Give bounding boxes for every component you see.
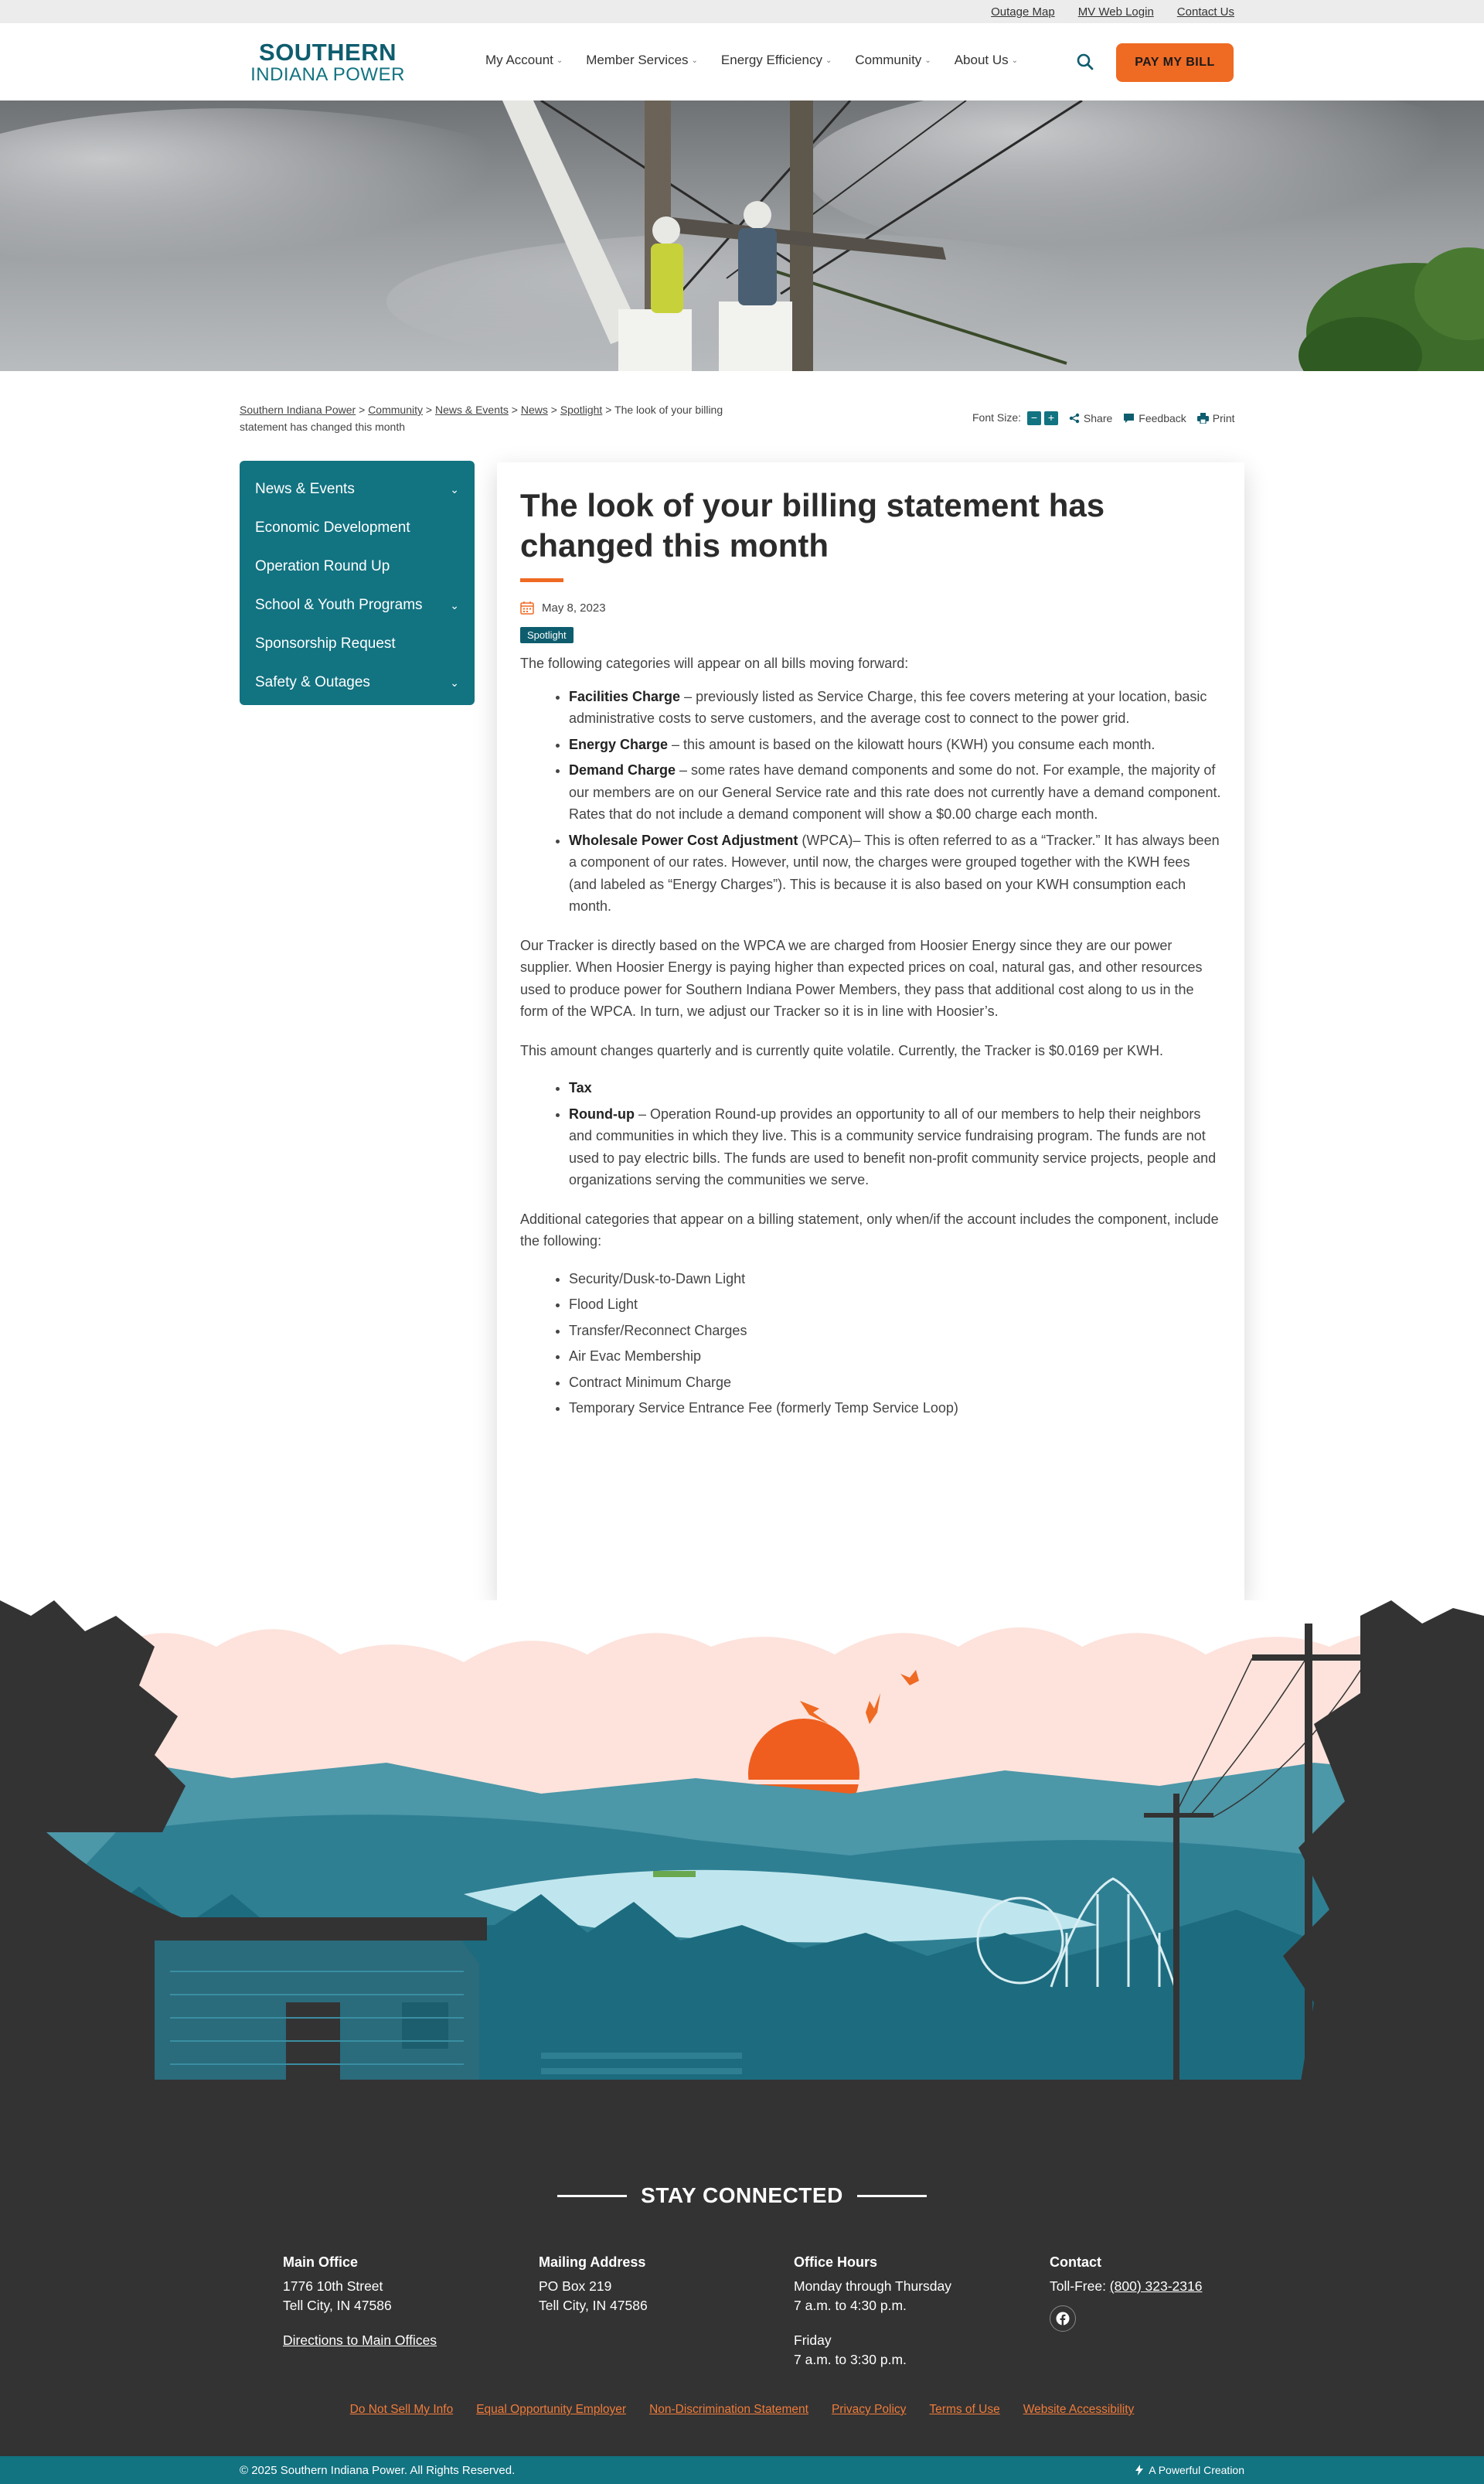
terms-of-use-link[interactable]: Terms of Use [929, 2403, 1000, 2416]
print-label: Print [1212, 412, 1235, 424]
heading-rule [557, 2195, 627, 2197]
mailing-line1: PO Box 219 [539, 2278, 612, 2294]
website-accessibility-link[interactable]: Website Accessibility [1023, 2403, 1135, 2416]
sidebar-item-label: Operation Round Up [255, 558, 390, 574]
nav-label: About Us [954, 53, 1009, 67]
footer-office-hours [794, 2253, 951, 2370]
charge-term: Energy Charge [569, 736, 669, 752]
list-item: • Temporary Service Entrance Fee (formerly Temp Service Loop) [569, 1397, 1221, 1419]
chevron-down-icon: ⌄ [825, 56, 832, 65]
breadcrumb-news-events[interactable]: News & Events [434, 404, 509, 416]
article-intro: The following categories will appear on all bills moving forward: [520, 656, 909, 671]
main-nav [485, 53, 1018, 68]
font-decrease-button[interactable]: − [1027, 411, 1041, 425]
feedback-icon [1123, 413, 1135, 424]
charge-term: Wholesale Power Cost Adjustment [569, 832, 798, 848]
breadcrumb-current: The look of your billing statement has changed this month [240, 404, 723, 433]
tracker-paragraph: Our Tracker is directly based on the WPCA we are charged from Hoosier Energy since they are our power supplier. When Hoosier Energy is paying higher than expected prices on coal, natural gas, and other resources used to produce power for Southern Indiana Power Members, they pass that additional cost along to us in the form of the WPCA. In turn, we adjust our Tracker so it is in line with Hoosier’s. [520, 937, 1203, 1019]
nav-label: Community [855, 53, 922, 67]
feedback-label: Feedback [1139, 412, 1186, 424]
chevron-down-icon: ⌄ [691, 56, 698, 65]
feedback-button[interactable] [1123, 412, 1186, 424]
breadcrumb [240, 401, 734, 435]
hero-image [0, 101, 1484, 371]
sidebar-item-sponsorship-request[interactable] [240, 625, 475, 663]
list-item: • Flood Light [569, 1293, 1221, 1316]
chevron-down-icon: ⌄ [1011, 56, 1019, 65]
facebook-icon [1056, 2312, 1070, 2326]
article-date-row [520, 601, 1221, 615]
outage-map-link[interactable]: Outage Map [991, 5, 1055, 19]
additional-items-list [569, 1268, 1221, 1419]
list-item [569, 686, 1221, 730]
mailing-title: Mailing Address [539, 2254, 646, 2270]
calendar-icon [520, 601, 534, 615]
contact-us-link[interactable]: Contact Us [1176, 5, 1234, 19]
breadcrumb-spotlight[interactable]: Spotlight [560, 404, 603, 416]
logo-line-2: INDIANA POWER [250, 64, 405, 85]
charge-term: Facilities Charge [569, 688, 681, 704]
heading-rule [857, 2195, 927, 2197]
sidebar-item-operation-round-up[interactable] [240, 547, 475, 586]
sidebar-item-label: Sponsorship Request [255, 635, 396, 652]
sidebar-item-label: School & Youth Programs [255, 597, 423, 613]
charge-term: Demand Charge [569, 762, 676, 778]
contact-phone-row [1050, 2277, 1202, 2296]
hours-title: Office Hours [794, 2254, 878, 2270]
credit-label: A Powerful Creation [1149, 2464, 1244, 2476]
site-footer [0, 2095, 1484, 2456]
list-item: • Transfer/Reconnect Charges [569, 1320, 1221, 1342]
copyright-bar [0, 2456, 1484, 2484]
list-item: • Air Evac Membership [569, 1345, 1221, 1368]
phone-link[interactable]: (800) 323-2316 [1109, 2278, 1203, 2294]
mailing-line2: Tell City, IN 47586 [539, 2298, 648, 2313]
print-button[interactable] [1197, 412, 1235, 424]
directions-link[interactable]: Directions to Main Offices [283, 2332, 437, 2348]
list-item [569, 734, 1221, 756]
list-item: • Contract Minimum Charge [569, 1371, 1221, 1394]
font-size-control [972, 411, 1058, 425]
chevron-down-icon[interactable]: ⌄ [450, 598, 459, 612]
article-card [497, 462, 1244, 1600]
charge-text: – previously listed as Service Charge, this fee covers metering at your location, basic administrative costs to serve customers, and the average cost to connect to the power grid. [569, 688, 1207, 726]
credit-link[interactable] [1135, 2464, 1244, 2476]
chevron-down-icon[interactable]: ⌄ [450, 676, 459, 689]
nav-my-account[interactable] [485, 53, 563, 68]
sidebar-item-label: News & Events [255, 481, 355, 497]
sidebar-item-news-events[interactable] [240, 470, 475, 509]
main-office-line2: Tell City, IN 47586 [283, 2298, 392, 2313]
sidebar-item-label: Safety & Outages [255, 674, 370, 690]
sidebar-item-safety-outages[interactable] [240, 663, 475, 702]
article-title: The look of your billing statement has changed this month [520, 487, 1105, 564]
footer-mailing-address [539, 2253, 648, 2315]
nav-label: Member Services [586, 53, 689, 67]
hours-line2: 7 a.m. to 4:30 p.m. [794, 2298, 907, 2313]
footer-contact [1050, 2253, 1202, 2332]
print-icon [1197, 413, 1209, 424]
breadcrumb-separator: > [511, 404, 518, 416]
main-office-title: Main Office [283, 2254, 359, 2270]
nav-energy-efficiency[interactable] [721, 53, 832, 68]
page-tools [972, 411, 1235, 425]
article-date: May 8, 2023 [542, 601, 606, 615]
share-button[interactable] [1069, 412, 1112, 424]
chevron-down-icon: ⌄ [924, 56, 931, 65]
stay-connected-heading [0, 2183, 1484, 2208]
utility-bar [0, 0, 1484, 23]
site-logo[interactable] [239, 40, 417, 87]
hours-line1: Monday through Thursday [794, 2278, 951, 2294]
non-discrimination-link[interactable]: Non-Discrimination Statement [649, 2403, 808, 2416]
list-item [569, 759, 1221, 826]
hours-line4: 7 a.m. to 3:30 p.m. [794, 2352, 907, 2367]
breadcrumb-separator: > [550, 404, 557, 416]
list-item [569, 830, 1221, 918]
facebook-button[interactable] [1050, 2305, 1076, 2332]
charge-term: Round-up [569, 1106, 635, 1122]
article-tag[interactable]: Spotlight [520, 627, 574, 643]
font-size-label: Font Size: [972, 411, 1022, 424]
search-icon[interactable] [1076, 53, 1094, 71]
title-underline [520, 578, 563, 582]
site-header [0, 23, 1484, 101]
nav-about-us[interactable] [955, 53, 1018, 68]
list-item: • Security/Dusk-to-Dawn Light [569, 1268, 1221, 1290]
sidebar-item-economic-development[interactable] [240, 509, 475, 547]
breadcrumb-news[interactable]: News [520, 404, 548, 416]
chevron-down-icon: ⌄ [556, 56, 563, 65]
tollfree-label: Toll-Free: [1050, 2278, 1110, 2294]
stay-connected-title: STAY CONNECTED [641, 2183, 843, 2207]
pay-my-bill-button[interactable]: PAY MY BILL [1116, 43, 1234, 82]
list-item [569, 1077, 1221, 1099]
share-label: Share [1083, 412, 1113, 424]
nav-label: My Account [485, 53, 553, 67]
font-increase-button[interactable]: + [1044, 411, 1058, 425]
charge-term: Tax [569, 1080, 592, 1095]
equal-opportunity-link[interactable]: Equal Opportunity Employer [476, 2403, 627, 2416]
additional-intro: Additional categories that appear on a billing statement, only when/if the account includes the component, include the following: [520, 1211, 1219, 1249]
sidebar-item-school-youth-programs[interactable] [240, 586, 475, 625]
nav-label: Energy Efficiency [720, 53, 822, 67]
charge-text: – Operation Round-up provides an opportunity to all of our members to help their neighbors and communities in which they live. This is a community service fundraising program. The funds are not used to pay electric bills. The funds are used to benefit non-profit community service projects, people and organizations serving the communities we serve. [569, 1106, 1217, 1187]
breadcrumb-separator: > [359, 404, 366, 416]
breadcrumb-community[interactable]: Community [368, 404, 423, 416]
charges-list [569, 686, 1221, 918]
charge-text: (WPCA)– This is often referred to as a “Tracker.” It has always been a component of our rates. However, until now, the charges were grouped together with the KWH fees (and labeled as “Energy Charges”). This is because it is also based on your KWH consumption each month. [569, 832, 1220, 914]
charge-text: – this amount is based on the kilowatt hours (KWH) you consume each month. [668, 736, 1156, 752]
footer-main-office [283, 2253, 437, 2350]
legal-links [0, 2403, 1484, 2417]
contact-title: Contact [1050, 2254, 1101, 2270]
quarterly-paragraph: This amount changes quarterly and is currently quite volatile. Currently, the Tracker is $0.0169 per KWH. [520, 1042, 1164, 1058]
privacy-policy-link[interactable]: Privacy Policy [831, 2403, 907, 2416]
breadcrumb-home[interactable]: Southern Indiana Power [240, 404, 356, 416]
landscape-illustration [0, 1600, 1484, 2095]
more-charges-list [569, 1077, 1221, 1191]
do-not-sell-link[interactable]: Do Not Sell My Info [349, 2403, 454, 2416]
nav-community[interactable] [855, 53, 931, 68]
nav-member-services[interactable] [586, 53, 698, 68]
mv-web-login-link[interactable]: MV Web Login [1077, 5, 1154, 19]
utility-links [991, 5, 1234, 19]
list-item [569, 1103, 1221, 1191]
hours-line3: Friday [794, 2332, 832, 2348]
chevron-down-icon[interactable]: ⌄ [450, 482, 459, 496]
bolt-icon [1135, 2465, 1144, 2475]
copyright-text: © 2025 Southern Indiana Power. All Rights Reserved. [240, 2464, 516, 2477]
section-sidebar [240, 461, 475, 705]
main-office-line1: 1776 10th Street [283, 2278, 383, 2294]
logo-line-1: SOUTHERN [259, 39, 397, 66]
share-icon [1069, 413, 1080, 424]
breadcrumb-separator: > [605, 404, 612, 416]
sidebar-item-label: Economic Development [255, 520, 410, 536]
charge-text: – some rates have demand components and some do not. For example, the majority of our members are on our General Service rate and this rate does not currently have a demand component. Rates that do not include a demand component will show a $0.00 charge each month. [569, 762, 1221, 822]
breadcrumb-separator: > [425, 404, 433, 416]
